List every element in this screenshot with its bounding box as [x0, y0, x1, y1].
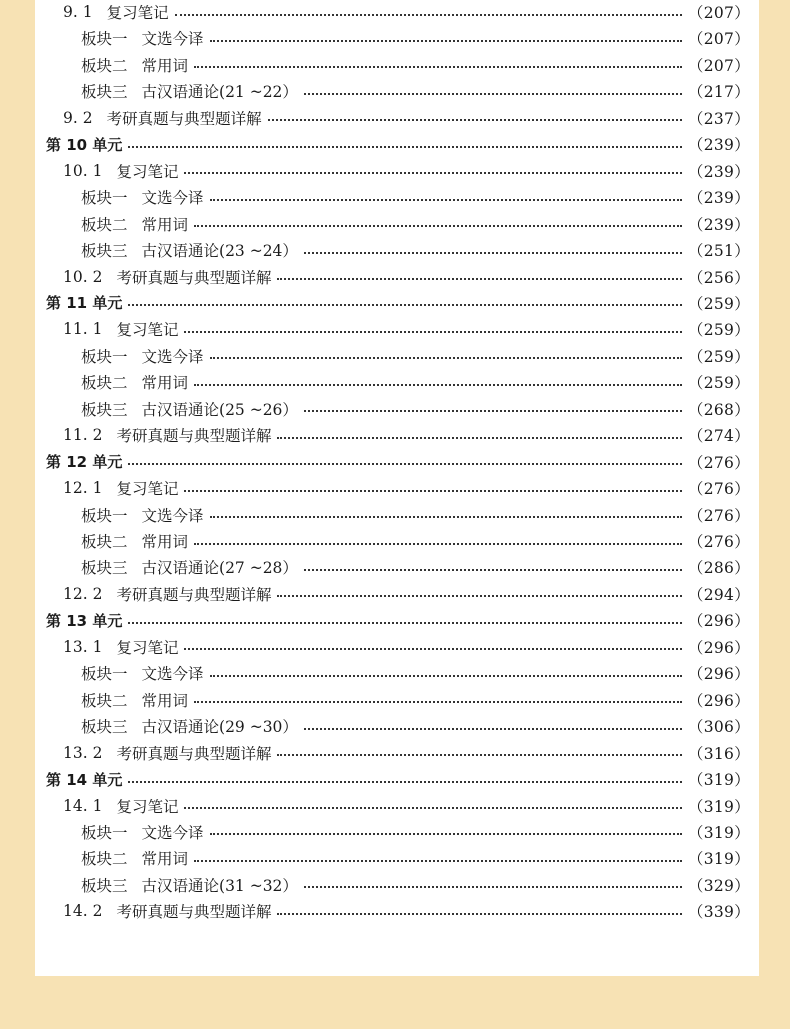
toc-entry-number: 板块一 [81, 30, 128, 49]
toc-entry-title: 复习笔记 [116, 638, 179, 657]
toc-subsection-entry[interactable] [35, 212, 750, 236]
toc-entry-number: 11. 1 [63, 320, 103, 339]
toc-entry-number: 板块三 [81, 718, 128, 737]
dot-leader [184, 171, 681, 174]
toc-page-number: （207） [687, 56, 750, 75]
toc-page-number: （319） [687, 797, 750, 816]
toc-page-number: （316） [687, 744, 750, 763]
toc-page-number: （239） [687, 136, 750, 155]
toc-page-number: （259） [687, 321, 750, 340]
toc-entry-title: 复习笔记 [116, 162, 179, 181]
toc-entry-title: 复习笔记 [116, 321, 179, 340]
toc-page-number: （319） [687, 771, 750, 790]
toc-entry-number: 板块三 [81, 876, 128, 895]
dot-leader [175, 13, 682, 16]
toc-entry-number: 板块三 [81, 242, 128, 261]
dot-leader [194, 224, 682, 227]
toc-entry-title: 文选今译 [141, 665, 204, 684]
dot-leader [128, 303, 682, 306]
toc-subsection-entry[interactable] [35, 846, 750, 870]
toc-entry-label [81, 213, 188, 235]
toc-page-number: （296） [687, 638, 750, 657]
toc-unit-entry[interactable] [35, 608, 750, 632]
toc-section-entry[interactable] [35, 423, 750, 447]
toc-subsection-entry[interactable] [35, 714, 750, 738]
toc-entry-label [81, 345, 204, 367]
toc-page-number: （251） [687, 242, 750, 261]
dot-leader [304, 568, 682, 571]
dot-leader [210, 39, 682, 42]
toc-section-entry[interactable] [35, 899, 750, 923]
toc-entry-number: 第 11 单元 [46, 294, 123, 313]
toc-entry-label [46, 451, 122, 472]
dot-leader [304, 251, 682, 254]
toc-entry-number: 板块二 [81, 374, 128, 393]
dot-leader [304, 885, 682, 888]
toc-unit-entry[interactable] [35, 450, 750, 474]
dot-leader [277, 436, 681, 439]
toc-entry-title: 考研真题与典型题详解 [116, 268, 272, 287]
toc-entry-label [81, 398, 298, 420]
toc-subsection-entry[interactable] [35, 555, 750, 579]
dot-leader [184, 330, 681, 333]
toc-entry-label [81, 239, 298, 261]
toc-section-entry[interactable] [35, 317, 750, 341]
toc-entry-label [63, 795, 178, 817]
toc-unit-entry[interactable] [35, 767, 750, 791]
toc-entry-number: 10. 2 [63, 267, 103, 286]
toc-page-number: （296） [687, 612, 750, 631]
toc-entry-label [46, 292, 122, 313]
dot-leader [304, 409, 682, 412]
toc-entry-title: 常用词 [141, 374, 189, 393]
dot-leader [210, 515, 682, 518]
toc-entry-title: 考研真题与典型题详解 [116, 585, 272, 604]
toc-entry-number: 板块一 [81, 823, 128, 842]
toc-entry-label [63, 477, 178, 499]
toc-entry-label [46, 610, 122, 631]
toc-entry-number: 板块一 [81, 189, 128, 208]
toc-subsection-entry[interactable] [35, 661, 750, 685]
toc-subsection-entry[interactable] [35, 397, 750, 421]
toc-entry-label [81, 662, 204, 684]
toc-subsection-entry[interactable] [35, 344, 750, 368]
toc-page-number: （256） [687, 268, 750, 287]
toc-entry-label [81, 874, 298, 896]
dot-leader [210, 832, 682, 835]
toc-entry-label [81, 715, 298, 737]
dot-leader [128, 462, 682, 465]
toc-page-number: （276） [687, 533, 750, 551]
toc-page-number: （306） [687, 718, 750, 737]
toc-unit-entry[interactable] [35, 132, 750, 156]
toc-entry-number: 板块二 [81, 691, 128, 710]
toc-entry-label [81, 371, 188, 393]
toc-entry-label [81, 186, 204, 208]
toc-page-number: （259） [687, 374, 750, 393]
toc-subsection-entry[interactable] [35, 238, 750, 262]
toc-entry-number: 板块二 [81, 533, 128, 551]
toc-page-number: （276） [687, 506, 750, 525]
toc-entry-number: 第 14 单元 [46, 770, 123, 789]
toc-entry-label [63, 742, 271, 764]
toc-entry-label [63, 107, 262, 129]
toc-page-number: （329） [687, 876, 750, 895]
toc-page-number: （276） [687, 453, 750, 472]
dot-leader [194, 859, 682, 862]
toc-page-number: （239） [687, 162, 750, 181]
toc-entry-label [63, 424, 271, 446]
toc-entry-title: 考研真题与典型题详解 [106, 109, 262, 128]
toc-section-entry[interactable] [35, 741, 750, 765]
toc-page-number: （259） [687, 347, 750, 366]
toc-subsection-entry[interactable] [35, 185, 750, 209]
toc-page-number: （339） [687, 903, 750, 922]
toc-unit-entry[interactable] [35, 291, 750, 315]
toc-entry-title: 考研真题与典型题详解 [116, 744, 272, 763]
toc-page-number: （296） [687, 665, 750, 684]
dot-leader [210, 674, 682, 677]
dot-leader [268, 118, 682, 121]
toc-entry-title: 古汉语通论(29 ~30） [141, 718, 298, 737]
toc-entry-number: 14. 2 [63, 902, 103, 921]
toc-section-entry[interactable] [35, 106, 750, 130]
toc-entry-number: 板块二 [81, 56, 128, 75]
toc-page-number: （319） [687, 850, 750, 869]
toc-entry-title: 古汉语通论(31 ~32） [141, 876, 298, 895]
toc-entry-title: 文选今译 [141, 506, 204, 525]
dot-leader [194, 542, 682, 545]
toc-section-entry[interactable] [35, 635, 750, 659]
toc-entry-label [63, 636, 178, 658]
toc-entry-number: 12. 1 [63, 479, 103, 498]
toc-entry-title: 考研真题与典型题详解 [116, 427, 272, 446]
toc-subsection-entry[interactable] [35, 53, 750, 77]
toc-entry-label [63, 318, 178, 340]
dot-leader [210, 198, 682, 201]
dot-leader [304, 727, 682, 730]
dot-leader [277, 277, 681, 280]
toc-entry-title: 文选今译 [141, 30, 204, 49]
toc-page-number: （274） [687, 427, 750, 446]
toc-entry-title: 常用词 [141, 691, 189, 710]
toc-entry-label [46, 769, 122, 790]
toc-entry-label [81, 847, 188, 869]
toc-subsection-entry[interactable] [35, 26, 750, 50]
toc-entry-number: 第 10 单元 [46, 135, 123, 154]
dot-leader [277, 753, 681, 756]
toc-entry-label [81, 530, 188, 552]
toc-page-number: （217） [687, 83, 750, 102]
toc-entry-label [46, 134, 122, 155]
toc-entry-number: 板块一 [81, 665, 128, 684]
toc-entry-number: 第 12 单元 [46, 453, 123, 472]
toc-entry-number: 板块三 [81, 83, 128, 102]
toc-page-number: （207） [687, 4, 750, 22]
toc-entry-title: 文选今译 [141, 189, 204, 208]
toc-entry-label [81, 689, 188, 711]
toc-page-number: （276） [687, 480, 750, 499]
toc-entry-label [81, 80, 298, 102]
toc-entry-number: 第 13 单元 [46, 611, 123, 630]
toc-entry-title: 复习笔记 [116, 480, 179, 499]
toc-entry-title: 常用词 [141, 215, 189, 234]
toc-entry-number: 板块二 [81, 215, 128, 234]
dot-leader [277, 594, 681, 597]
toc-entry-label [63, 266, 271, 288]
toc-page-number: （237） [687, 109, 750, 128]
toc-page-number: （239） [687, 189, 750, 208]
toc-entry-number: 13. 2 [63, 743, 103, 762]
dot-leader [194, 700, 682, 703]
toc-entry-title: 复习笔记 [106, 4, 169, 22]
toc-page-number: （268） [687, 400, 750, 419]
toc-entry-label [81, 821, 204, 843]
toc-subsection-entry[interactable] [35, 873, 750, 897]
dot-leader [184, 489, 681, 492]
toc-subsection-entry[interactable] [35, 503, 750, 527]
dot-leader [128, 780, 682, 783]
toc-entry-title: 常用词 [141, 850, 189, 869]
toc-entry-title: 文选今译 [141, 347, 204, 366]
toc-section-entry[interactable] [35, 582, 750, 606]
toc-entry-number: 12. 2 [63, 584, 103, 603]
toc-entry-number: 板块三 [81, 400, 128, 419]
toc-page-number: （259） [687, 294, 750, 313]
toc-subsection-entry[interactable] [35, 529, 750, 553]
toc-entry-number: 板块一 [81, 347, 128, 366]
toc-page-number: （207） [687, 30, 750, 49]
toc-subsection-entry[interactable] [35, 820, 750, 844]
toc-entry-label [81, 27, 204, 49]
toc-section-entry[interactable] [35, 0, 750, 24]
toc-entry-title: 复习笔记 [116, 797, 179, 816]
toc-page-number: （294） [687, 585, 750, 604]
toc-entry-number: 板块一 [81, 506, 128, 525]
toc-entry-number: 11. 2 [63, 426, 103, 445]
toc-entry-number: 9. 1 [63, 3, 93, 21]
dot-leader [210, 356, 682, 359]
toc-entry-label [63, 900, 271, 922]
toc-page-number: （296） [687, 691, 750, 710]
dot-leader [304, 92, 682, 95]
toc-entry-title: 考研真题与典型题详解 [116, 903, 272, 922]
toc-section-entry[interactable] [35, 265, 750, 289]
toc-page-number: （286） [687, 559, 750, 578]
toc-section-entry[interactable] [35, 159, 750, 183]
toc-entry-label [63, 1, 169, 23]
toc-entry-title: 文选今译 [141, 823, 204, 842]
toc-subsection-entry[interactable] [35, 688, 750, 712]
toc-entry-title: 古汉语通论(27 ~28） [141, 559, 298, 578]
dot-leader [184, 647, 681, 650]
toc-entry-label [81, 54, 188, 76]
toc-section-entry[interactable] [35, 794, 750, 818]
dot-leader [277, 912, 681, 915]
toc-entry-number: 板块三 [81, 559, 128, 578]
dot-leader [194, 383, 682, 386]
toc-entry-number: 10. 1 [63, 161, 103, 180]
toc-entry-number: 板块二 [81, 850, 128, 869]
toc-entry-number: 9. 2 [63, 108, 93, 127]
toc-page-number: （239） [687, 215, 750, 234]
toc-entry-title: 常用词 [141, 533, 189, 551]
toc-section-entry[interactable] [35, 476, 750, 500]
toc-entry-title: 古汉语通论(23 ~24） [141, 242, 298, 261]
toc-entry-label [63, 583, 271, 605]
dot-leader [128, 145, 682, 148]
toc-entry-title: 古汉语通论(25 ~26） [141, 400, 298, 419]
toc-entry-number: 13. 1 [63, 637, 103, 656]
toc-entry-number: 14. 1 [63, 796, 103, 815]
document-page [35, 0, 759, 976]
toc-page-number: （319） [687, 823, 750, 842]
dot-leader [194, 65, 682, 68]
toc-entry-label [63, 160, 178, 182]
toc-subsection-entry[interactable] [35, 370, 750, 394]
toc-entry-label [81, 556, 298, 578]
dot-leader [128, 621, 682, 624]
toc-entry-label [81, 504, 204, 526]
toc-subsection-entry[interactable] [35, 79, 750, 103]
dot-leader [184, 806, 681, 809]
toc-entry-title: 常用词 [141, 56, 189, 75]
toc-entry-title: 古汉语通论(21 ~22） [141, 83, 298, 102]
